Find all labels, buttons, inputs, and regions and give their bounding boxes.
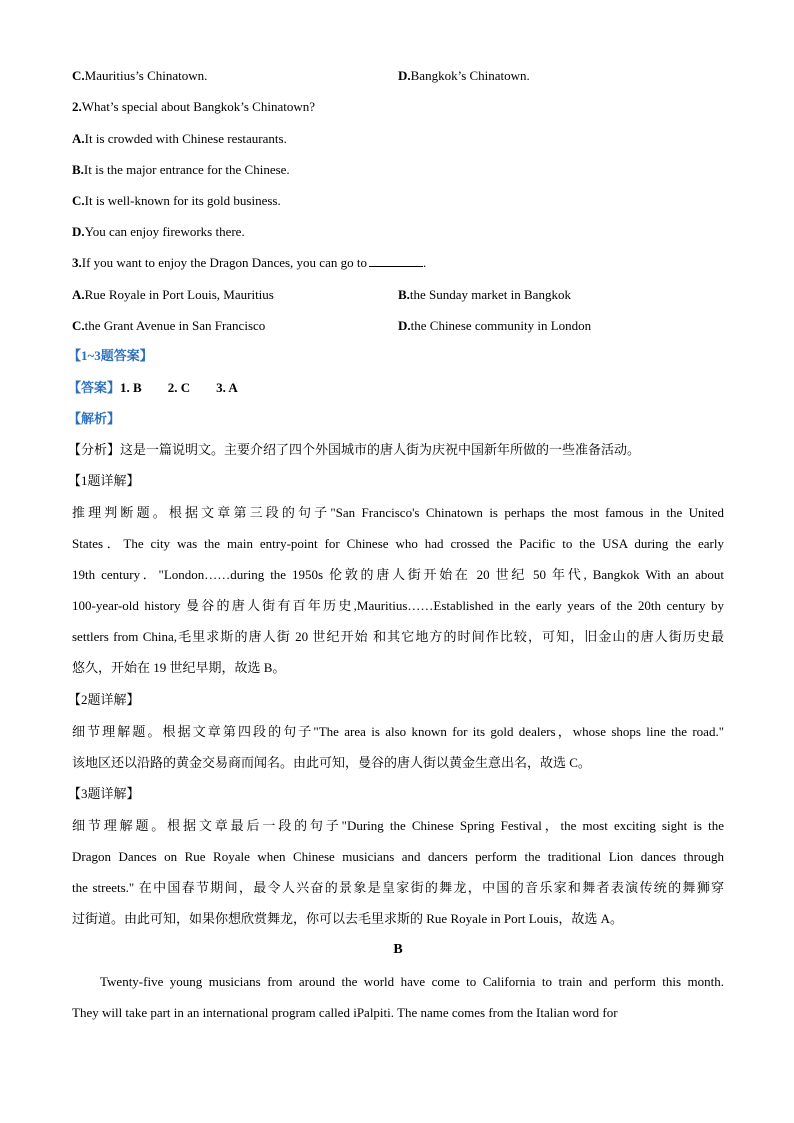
analysis-intro: 【分析】这是一篇说明文。主要介绍了四个外国城市的唐人街为庆祝中国新年所做的一些准备活动。 bbox=[68, 442, 641, 457]
q3-option-c: C.the Grant Avenue in San Francisco bbox=[72, 318, 266, 333]
detail-3-header: 【3题详解】 bbox=[68, 786, 140, 801]
detail-3-text: 细节理解题。根据文章最后一段的句子"During the Chinese Spring Festival，the most exciting sight is the Dragon Dances on Rue Royale when Chinese musicians and dancers perform the traditional Lion dances through the streets." 在中国春节期间，最令人兴奋的景象是皇家街的舞龙，中国的音乐家和舞者表演传统的舞狮穿 过街道。由此可知，如果你想欣赏舞龙，你可以去毛里求斯的 Rue Royale in Port Louis，故选 A。 bbox=[72, 818, 724, 926]
q2-option-d: D.You can enjoy fireworks there. bbox=[72, 224, 245, 239]
detail-2-header: 【2题详解】 bbox=[68, 692, 140, 707]
answer-3: 3. A bbox=[216, 380, 238, 395]
q1-option-d: D.Bangkok’s Chinatown. bbox=[398, 68, 530, 83]
q3-question: 3.If you want to enjoy the Dragon Dances, you can go to . bbox=[72, 255, 427, 270]
answer-blank bbox=[369, 254, 423, 267]
answer-1: 1. B bbox=[120, 380, 142, 395]
answers-line: 【答案】1. B 2. C 3. A bbox=[68, 380, 238, 395]
q2-option-c: C.It is well-known for its gold business. bbox=[72, 193, 281, 208]
detail-2-text: 细节理解题。根据文章第四段的句子"The area is also known for its gold dealers，whose shops line the road." 该地区还以沿路的黄金交易商而闻名。由此可知，曼谷的唐人街以黄金生意出名，故选 C。 bbox=[72, 724, 724, 770]
q2-option-a: A.It is crowded with Chinese restaurants. bbox=[72, 131, 287, 146]
passage-b-text: Twenty-five young musicians from around the world have come to California to train and perform this month. They will take part in an international program called iPalpiti. The name comes from the Italian word for bbox=[72, 974, 724, 1020]
q2-option-b: B.It is the major entrance for the Chinese. bbox=[72, 162, 290, 177]
answers-header: 【1~3题答案】 bbox=[68, 348, 153, 363]
q3-option-d: D.the Chinese community in London bbox=[398, 318, 592, 333]
section-b-title: B bbox=[393, 942, 403, 957]
q3-option-a: A.Rue Royale in Port Louis, Mauritius bbox=[72, 287, 274, 302]
q1-option-c: C.Mauritius’s Chinatown. bbox=[72, 68, 208, 83]
q2-question: 2.What’s special about Bangkok’s Chinatown? bbox=[72, 99, 315, 114]
analysis-header: 【解析】 bbox=[68, 411, 121, 426]
q3-option-b: B.the Sunday market in Bangkok bbox=[398, 287, 571, 302]
answer-2: 2. C bbox=[167, 380, 191, 395]
detail-1-header: 【1题详解】 bbox=[68, 473, 140, 488]
detail-1-text: 推理判断题。根据文章第三段的句子"San Francisco's Chinatown is perhaps the most famous in the United States．The city was the main entry-point for Chinese who had crossed the Pacific to the USA during the early 19th century．"London……during the 1950s 伦敦的唐人街开始在 20 世纪 50 年代, Bangkok With an about 100-year-old history 曼谷的唐人街有百年历史,Mauritius……Established in the early years of the 20th century by settlers from China,毛里求斯的唐人街 20 世纪开始 和其它地方的时间作比较，可知，旧金山的唐人街历史最 悠久，开始在 19 世纪早期，故选 B。 bbox=[72, 505, 724, 675]
